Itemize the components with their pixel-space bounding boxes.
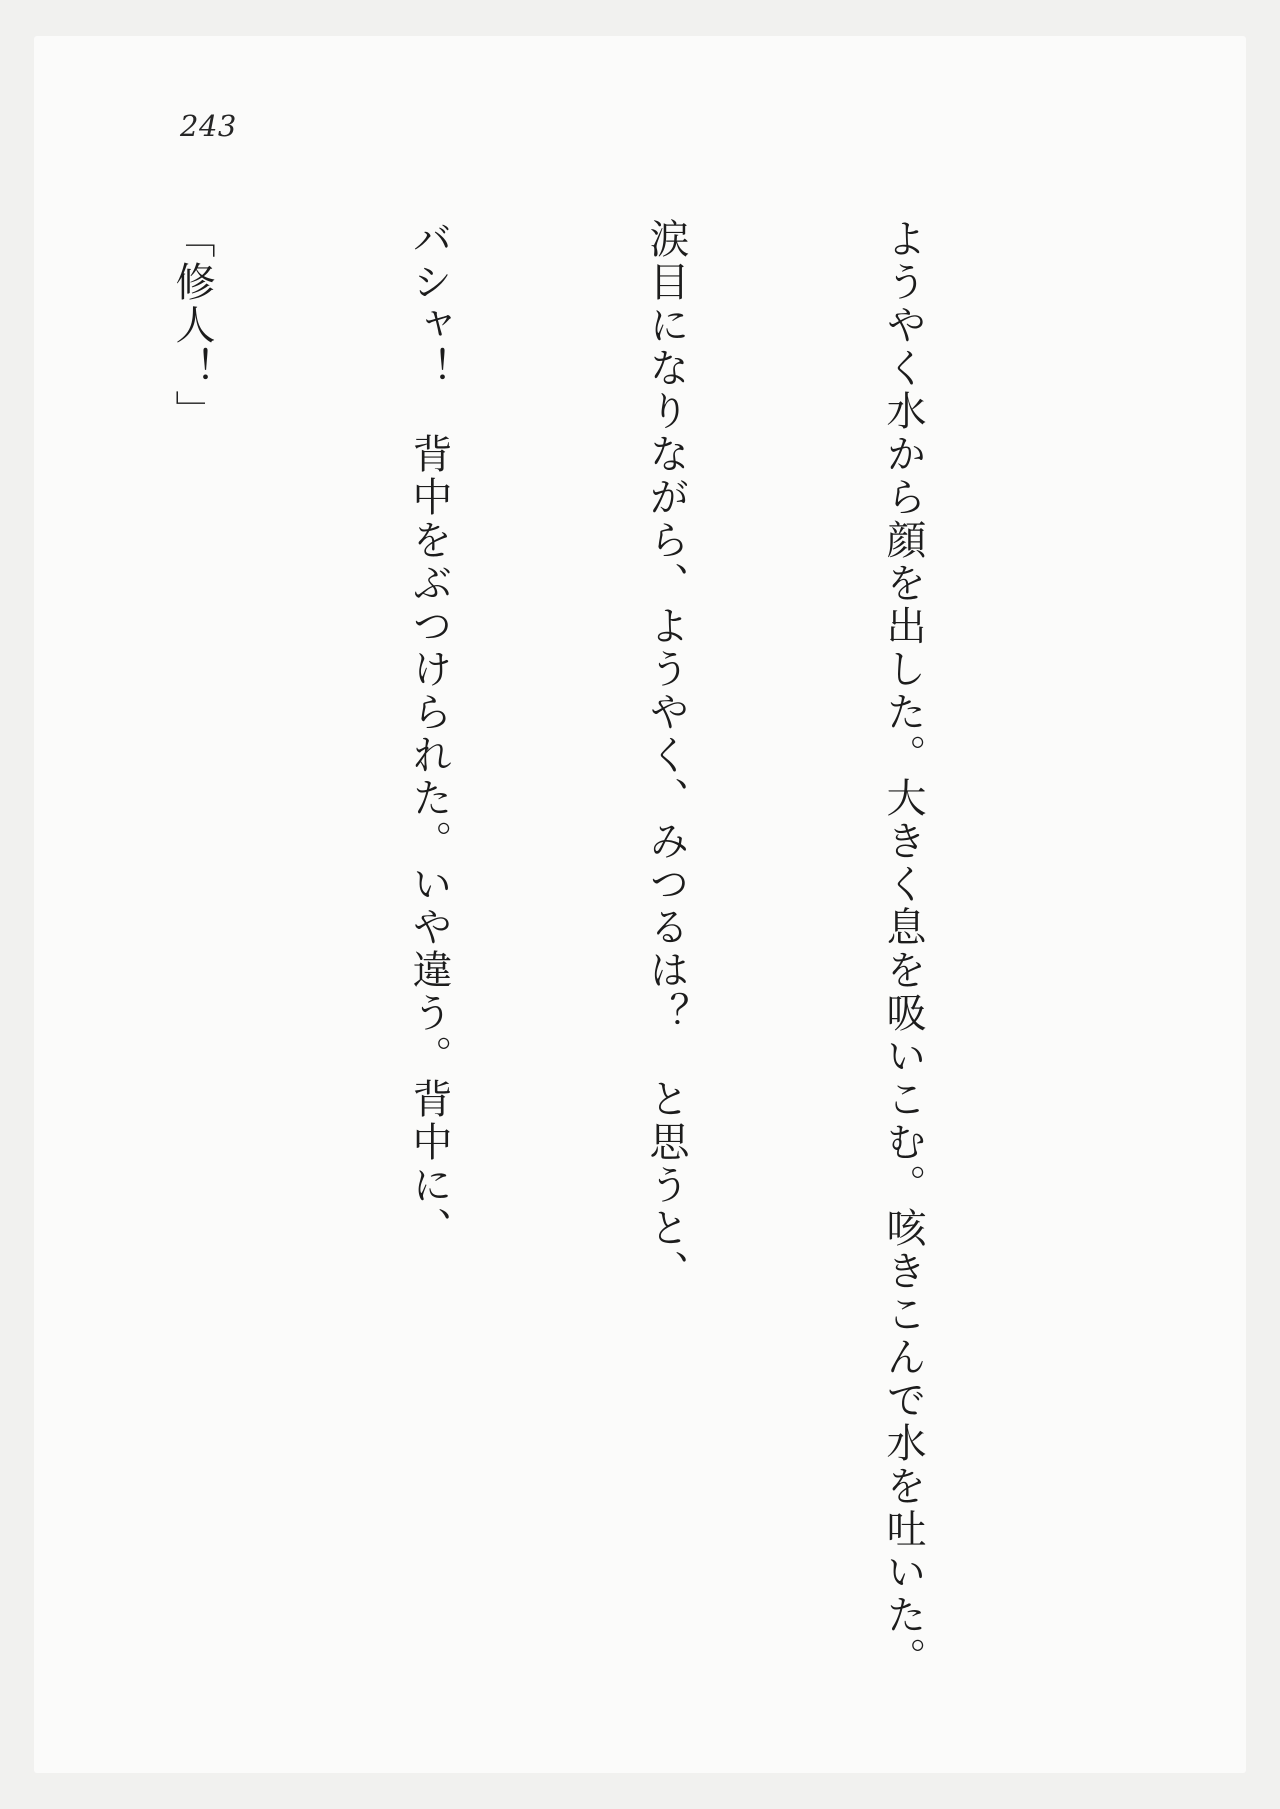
page-number: 243 (180, 109, 237, 143)
text-line: 「修人！」 (169, 218, 215, 433)
text-line: バシャ！ 背中をぶつけられた。いや違う。背中に、 (406, 218, 452, 1250)
text-line: ようやく水から顔を出した。大きく息を吸いこむ。咳きこんで水を吐いた。 (880, 218, 926, 1680)
body-text (0, 218, 1100, 1718)
text-line: 涙目になりながら、ようやく、みつるは？ と思うと、 (643, 218, 689, 1293)
